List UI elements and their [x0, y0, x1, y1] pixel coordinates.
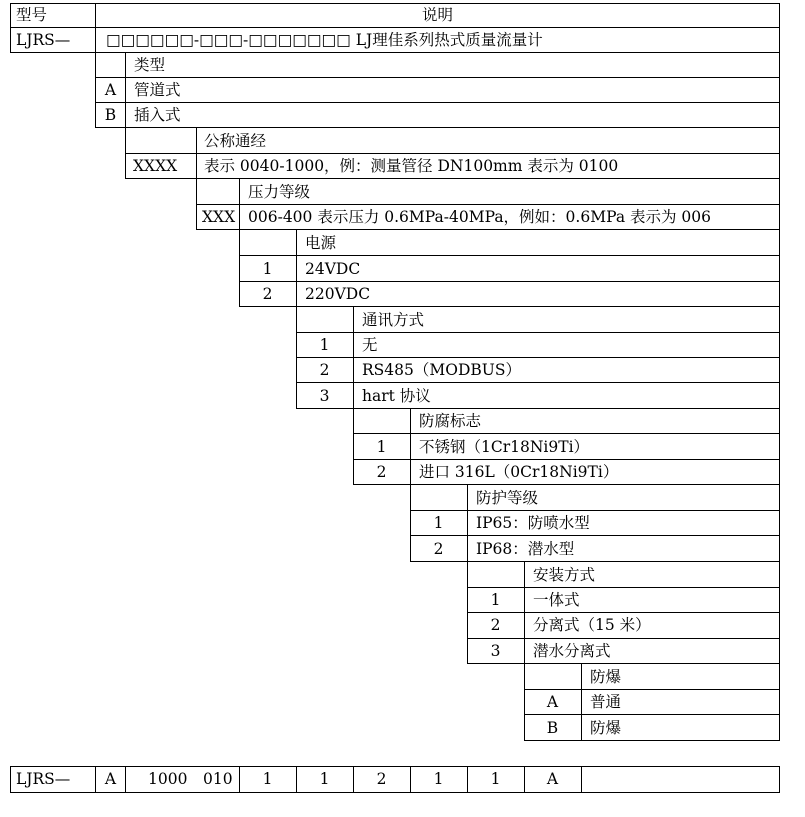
- grid-line: [467, 612, 779, 613]
- example-code-pressure: 010: [203, 770, 233, 788]
- grid-line: [296, 382, 779, 383]
- grid-line: [581, 663, 582, 741]
- grid-line: [196, 229, 779, 230]
- grid-line: [239, 255, 779, 256]
- grid-line: [467, 587, 779, 588]
- communication-title: 通讯方式: [362, 311, 425, 329]
- grid-line: [410, 510, 779, 511]
- grid-line: [410, 535, 779, 536]
- protection-title: 防护等级: [476, 489, 539, 507]
- pressure-code: XXX: [202, 208, 236, 226]
- grid-line: [10, 27, 779, 28]
- model-title: □□□□□□-□□□-□□□□□□□ LJ理佳系列热式质量流量计: [106, 31, 543, 49]
- power-option-code: 2: [262, 285, 273, 303]
- grid-line: [467, 663, 779, 664]
- communication-option-code: 3: [319, 387, 330, 405]
- example-code-anticorrosion: 2: [376, 770, 387, 788]
- nominal-diameter-code: XXXX: [133, 157, 178, 175]
- grid-line: [125, 766, 126, 793]
- grid-line: [10, 766, 11, 793]
- type-option-label: 管道式: [134, 81, 181, 99]
- grid-line: [524, 561, 525, 741]
- protection-option-label: IP68：潜水型: [476, 540, 575, 558]
- nominal-diameter-title: 公称通经: [204, 132, 267, 150]
- example-prefix: LJRS—: [16, 770, 71, 788]
- example-code-explosion: A: [546, 770, 559, 788]
- explosion-option-label: 普通: [590, 693, 622, 711]
- grid-line: [467, 484, 468, 664]
- grid-line: [125, 52, 126, 179]
- grid-line: [524, 689, 779, 690]
- grid-line: [196, 204, 779, 205]
- grid-line: [524, 740, 779, 741]
- pressure-title: 压力等级: [248, 183, 311, 201]
- type-option-code: A: [104, 81, 117, 99]
- grid-line: [353, 459, 779, 460]
- installation-title: 安装方式: [533, 566, 596, 584]
- grid-line: [296, 408, 779, 409]
- explosion-option-label: 防爆: [590, 719, 622, 737]
- grid-line: [353, 484, 779, 485]
- grid-line: [779, 766, 780, 793]
- power-option-code: 1: [262, 260, 273, 278]
- installation-option-code: 3: [490, 642, 501, 660]
- type-option-code: B: [104, 106, 117, 124]
- description-column-header: 说明: [421, 6, 453, 24]
- communication-option-label: 无: [362, 336, 378, 354]
- anticorrosion-option-label: 进口 316L（0Cr18Ni9Ti）: [419, 463, 619, 481]
- nominal-diameter-desc: 表示 0040-1000，例：测量管径 DN100mm 表示为 0100: [204, 157, 619, 175]
- explosion-title: 防爆: [590, 668, 622, 686]
- protection-option-label: IP65：防喷水型: [476, 514, 590, 532]
- grid-line: [239, 281, 779, 282]
- power-title: 电源: [305, 234, 337, 252]
- grid-line: [467, 638, 779, 639]
- grid-line: [296, 357, 779, 358]
- grid-line: [125, 178, 779, 179]
- grid-line: [353, 433, 779, 434]
- example-code-diameter: 1000: [148, 770, 188, 788]
- example-code-protection: 1: [433, 770, 444, 788]
- grid-line: [125, 153, 779, 154]
- explosion-option-code: A: [546, 693, 559, 711]
- anticorrosion-title: 防腐标志: [419, 412, 482, 430]
- communication-option-code: 1: [319, 336, 330, 354]
- power-option-label: 24VDC: [305, 260, 361, 278]
- pressure-desc: 006-400 表示压力 0.6MPa-40MPa，例如：0.6MPa 表示为 006: [248, 208, 711, 226]
- grid-line: [239, 306, 779, 307]
- type-option-label: 插入式: [134, 106, 181, 124]
- grid-line: [524, 714, 779, 715]
- communication-option-code: 2: [319, 361, 330, 379]
- communication-option-label: RS485（MODBUS）: [362, 361, 521, 379]
- example-code-installation: 1: [490, 770, 501, 788]
- grid-line: [96, 77, 779, 78]
- model-column-header: 型号: [16, 6, 48, 24]
- explosion-option-code: B: [546, 719, 559, 737]
- installation-option-label: 一体式: [533, 591, 580, 609]
- protection-option-code: 1: [433, 514, 444, 532]
- installation-option-label: 潜水分离式: [533, 642, 611, 660]
- anticorrosion-option-code: 1: [376, 438, 387, 456]
- grid-line: [410, 561, 779, 562]
- communication-option-label: hart 协议: [362, 387, 431, 405]
- type-title: 类型: [134, 56, 166, 74]
- anticorrosion-option-label: 不锈钢（1Cr18Ni9Ti）: [419, 438, 590, 456]
- grid-line: [581, 766, 582, 793]
- anticorrosion-option-code: 2: [376, 463, 387, 481]
- installation-option-code: 1: [490, 591, 501, 609]
- grid-line: [353, 306, 354, 485]
- example-code-type: A: [104, 770, 117, 788]
- example-code-power: 1: [262, 770, 273, 788]
- example-code-communication: 1: [319, 770, 330, 788]
- grid-line: [96, 102, 779, 103]
- installation-option-label: 分离式（15 米）: [533, 616, 651, 634]
- model-prefix: LJRS—: [16, 31, 71, 49]
- grid-line: [296, 229, 297, 409]
- protection-option-code: 2: [433, 540, 444, 558]
- grid-line: [10, 3, 11, 53]
- power-option-label: 220VDC: [305, 285, 371, 303]
- grid-line: [96, 127, 779, 128]
- grid-line: [296, 332, 779, 333]
- installation-option-code: 2: [490, 616, 501, 634]
- grid-line: [196, 127, 197, 230]
- grid-line: [779, 3, 780, 741]
